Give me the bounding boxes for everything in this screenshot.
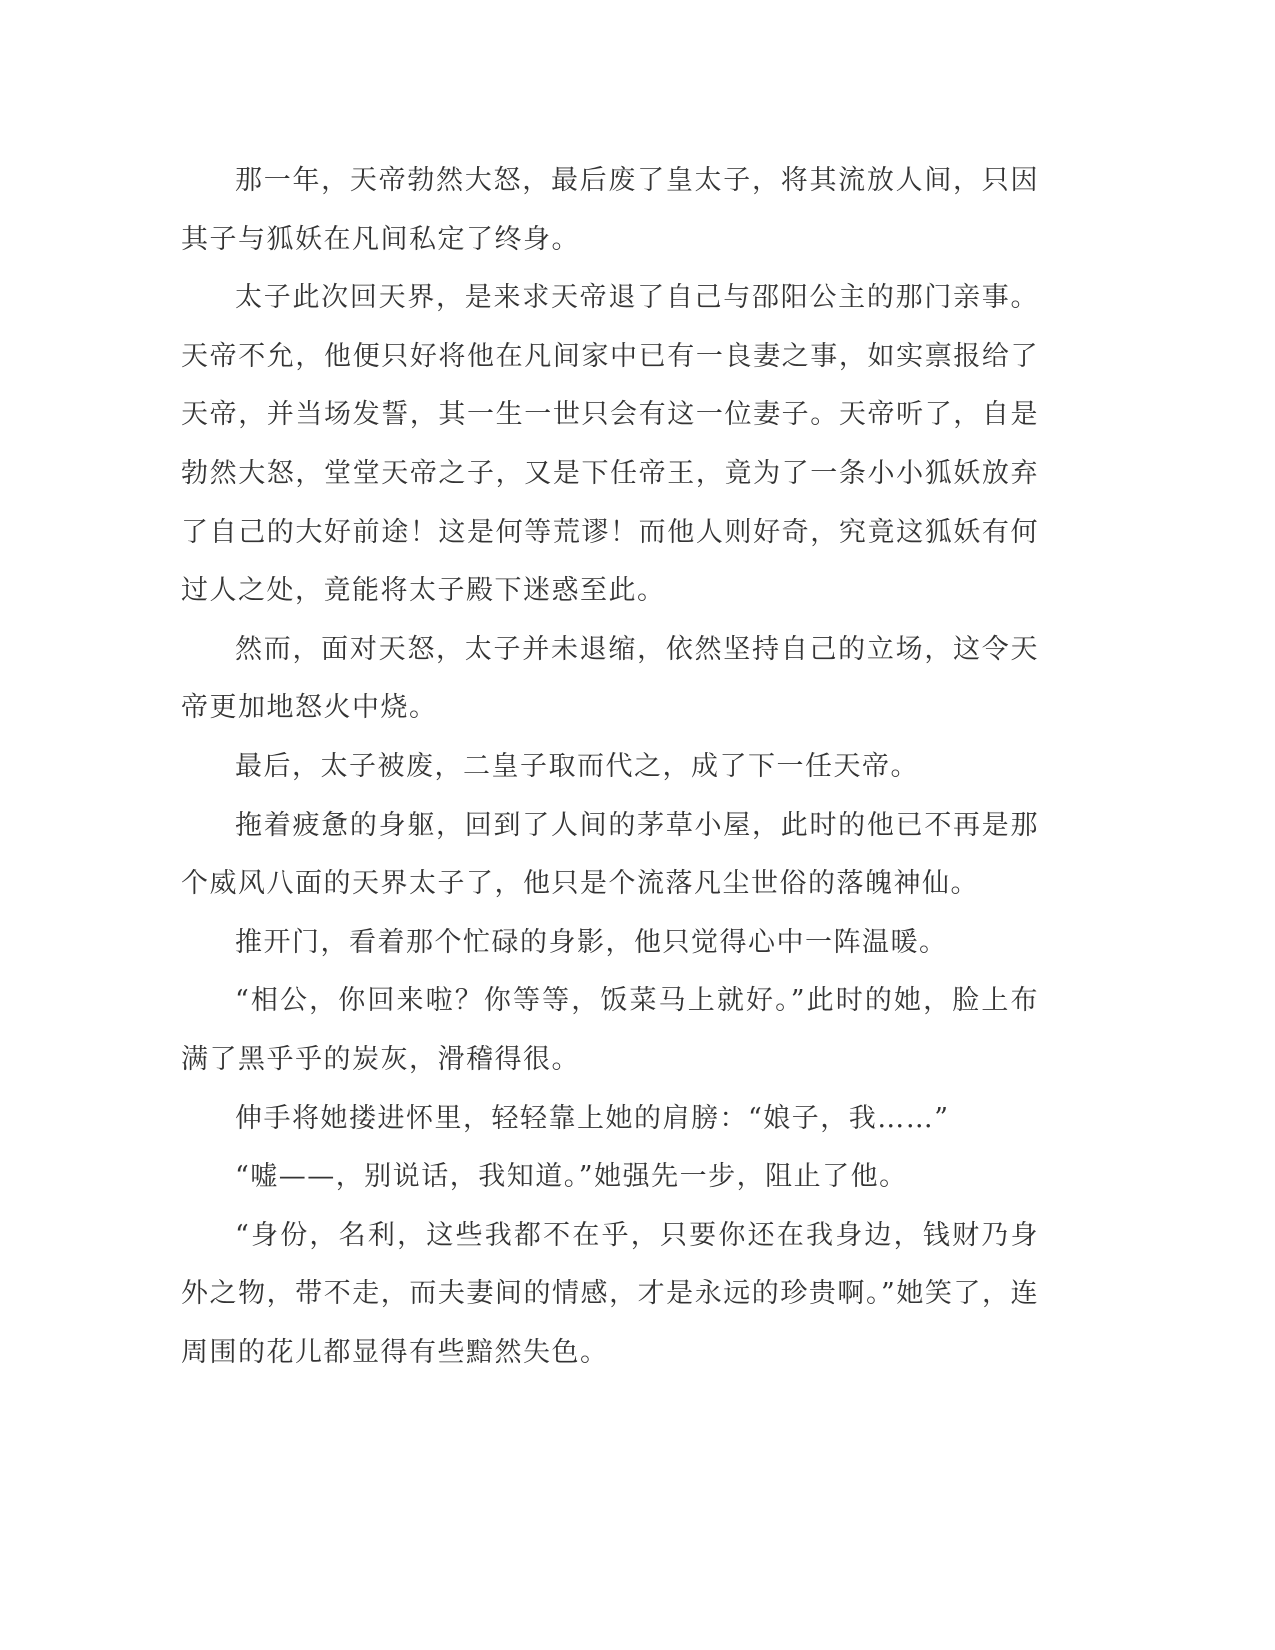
document-body <box>181 152 1039 1382</box>
paragraph: “身份，名利，这些我都不在乎，只要你还在我身边，钱财乃身外之物，带不走，而夫妻间的情感，才是永远的珍贵啊。”她笑了，连周围的花儿都显得有些黯然失色。 <box>181 1219 1039 1368</box>
paragraph: 太子此次回天界，是来求天帝退了自己与邵阳公主的那门亲事。天帝不允，他便只好将他在凡间家中已有一良妻之事，如实禀报给了天帝，并当场发誓，其一生一世只会有这一位妻子。天帝听了，自是勃然大怒，堂堂天帝之子，又是下任帝王，竟为了一条小小狐妖放弃了自己的大好前途！这是何等荒谬！而他人则好奇，究竟这狐妖有何过人之处，竟能将太子殿下迷惑至此。 <box>181 282 1039 607</box>
paragraph: 推开门，看着那个忙碌的身影，他只觉得心中一阵温暖。 <box>235 926 948 958</box>
paragraph: 伸手将她搂进怀里，轻轻靠上她的肩膀：“娘子，我……” <box>235 1102 950 1134</box>
paragraph: 那一年，天帝勃然大怒，最后废了皇太子，将其流放人间，只因其子与狐妖在凡间私定了终身。 <box>181 165 1039 255</box>
paragraph: 最后，太子被废，二皇子取而代之，成了下一任天帝。 <box>235 750 919 782</box>
paragraph: 拖着疲惫的身躯，回到了人间的茅草小屋，此时的他已不再是那个威风八面的天界太子了，他只是个流落凡尘世俗的落魄神仙。 <box>181 809 1039 900</box>
paragraph: “嘘——，别说话，我知道。”她强先一步，阻止了他。 <box>235 1161 908 1193</box>
paragraph: “相公，你回来啦？你等等，饭菜马上就好。”此时的她，脸上布满了黑乎乎的炭灰，滑稽得很。 <box>181 985 1039 1075</box>
paragraph: 然而，面对天怒，太子并未退缩，依然坚持自己的立场，这令天帝更加地怒火中烧。 <box>181 633 1039 724</box>
